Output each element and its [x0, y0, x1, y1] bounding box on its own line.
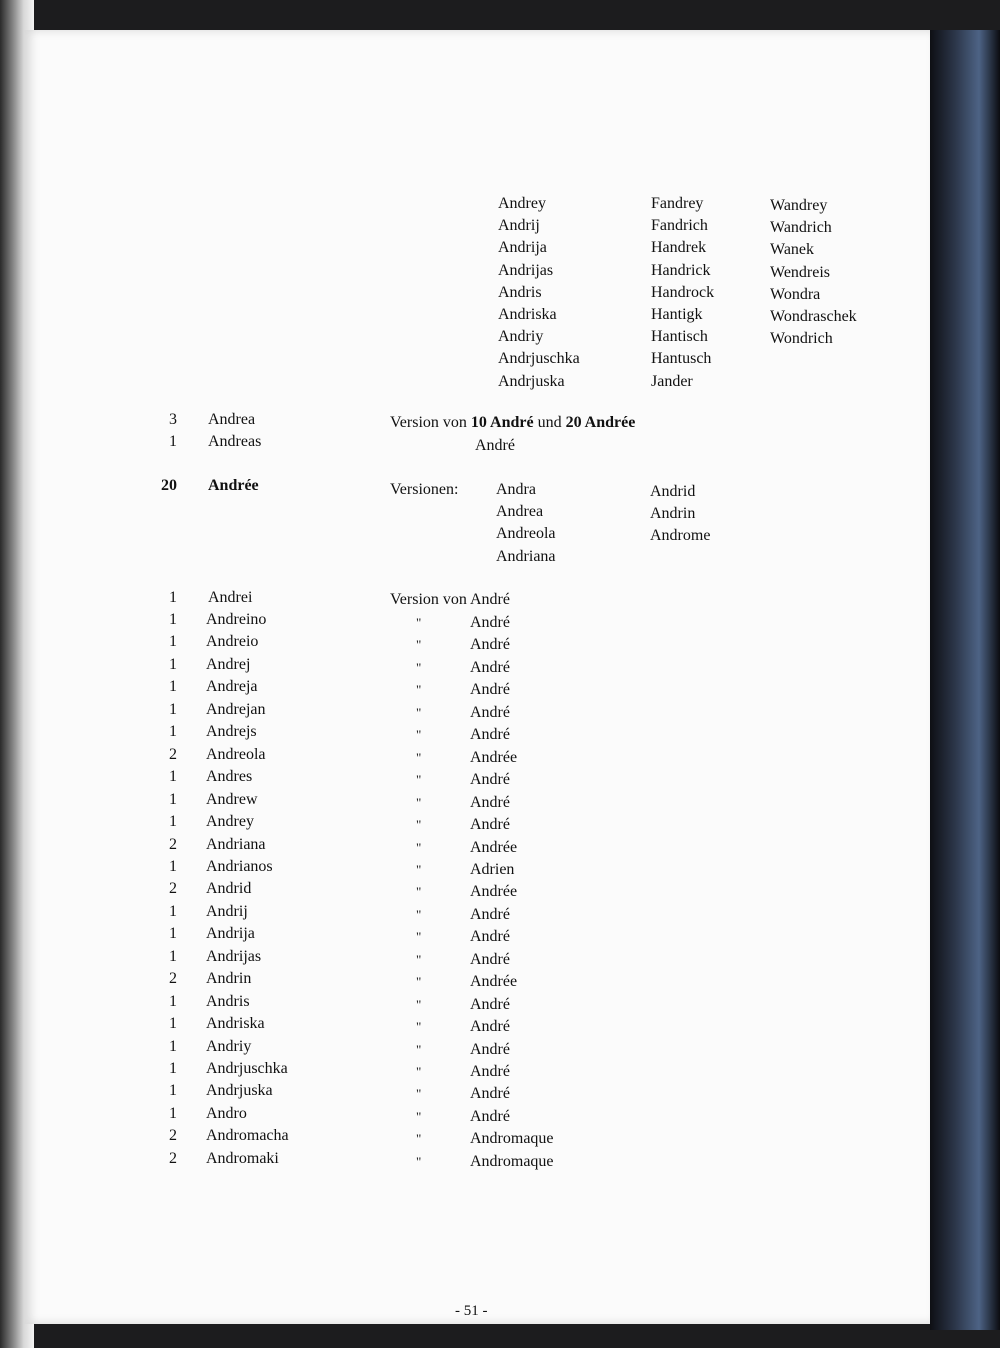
- entry-ref: Adrien: [470, 860, 515, 878]
- entry-name: Andrij: [206, 902, 248, 920]
- version-prefix: Version von: [390, 414, 471, 431]
- page-number: - 51 -: [455, 1303, 488, 1319]
- entry-count: 2: [169, 970, 177, 988]
- entry-name: Andrej: [206, 655, 251, 673]
- entry-ref: André: [470, 816, 510, 834]
- top-col3-item: Wondrich: [770, 330, 833, 348]
- entry-ref: André: [470, 793, 510, 811]
- entry-count: 1: [169, 589, 177, 606]
- entry-ref: André: [470, 658, 510, 676]
- version-item: Andrea: [496, 503, 544, 521]
- ditto-mark: ": [416, 996, 422, 1012]
- top-col2-item: Fandrey: [651, 195, 704, 212]
- top-col1-item: Andrjuska: [498, 372, 565, 390]
- top-col3-item: Wandrey: [770, 197, 828, 214]
- entry-count: 20: [161, 477, 177, 494]
- version-item: Andrid: [650, 483, 696, 500]
- entry-count: 1: [169, 1104, 177, 1122]
- entry-ref: Andrée: [470, 973, 518, 991]
- entry-count: 1: [169, 925, 177, 943]
- top-col3-item: Wanek: [770, 241, 815, 259]
- entry-name: Andris: [206, 992, 250, 1010]
- entry-count: 1: [169, 433, 177, 450]
- entry-ref: André: [470, 950, 510, 968]
- top-col1-item: Andrey: [498, 195, 546, 212]
- ditto-mark: ": [416, 861, 422, 877]
- ditto-mark: ": [416, 839, 422, 855]
- entry-count: 1: [169, 902, 177, 920]
- entry-count: 1: [169, 857, 177, 875]
- entry-count: 1: [169, 723, 177, 741]
- entry-ref: André: [470, 905, 510, 923]
- entry-count: 1: [169, 947, 177, 965]
- entry-count: 2: [169, 1127, 177, 1145]
- ditto-mark: ": [416, 794, 422, 810]
- entry-ref: Andromaque: [470, 1152, 554, 1170]
- top-col2-item: Hantisch: [651, 328, 708, 346]
- entry-name: Andriy: [206, 1037, 252, 1055]
- entry-ref: André: [470, 681, 510, 699]
- top-col2-item: Fandrich: [651, 217, 708, 235]
- top-col2-item: Jander: [651, 372, 693, 390]
- version-item: Andra: [496, 481, 536, 498]
- ditto-mark: ": [416, 659, 422, 675]
- version-item: Andrin: [650, 505, 696, 523]
- entry-name: Andrijas: [206, 947, 262, 965]
- book-page: [24, 30, 930, 1324]
- entry-count: 1: [169, 1037, 177, 1055]
- entry-name: Andrjuschka: [206, 1060, 288, 1077]
- entry-name: Andreola: [206, 745, 266, 763]
- ditto-mark: ": [416, 682, 422, 698]
- entry-count: 1: [169, 678, 177, 696]
- entry-ref: André: [470, 928, 510, 946]
- entry-name: Andrid: [206, 880, 252, 898]
- version-item: Androme: [650, 527, 711, 545]
- entry-count: 1: [169, 768, 177, 786]
- version-item: Andreola: [496, 525, 556, 543]
- ditto-mark: ": [416, 929, 422, 945]
- ditto-mark: ": [416, 1086, 422, 1102]
- entry-name: Andromacha: [206, 1127, 289, 1145]
- entry-name: Andreja: [206, 678, 258, 696]
- entry-name: Andrianos: [206, 857, 273, 875]
- entry-name: Andrjuska: [206, 1082, 273, 1100]
- entry-ref: André: [475, 437, 515, 454]
- entry-name: Andrew: [206, 790, 258, 808]
- entry-ref: André: [470, 1040, 510, 1058]
- entry-count: 2: [169, 745, 177, 763]
- entry-name: Andreino: [206, 611, 267, 628]
- entry-ref: André: [470, 1107, 510, 1125]
- entry-count: 2: [169, 835, 177, 853]
- ditto-mark: ": [416, 1153, 422, 1169]
- entry-name: Andrei: [208, 589, 253, 606]
- top-col1-item: Andriy: [498, 328, 544, 346]
- ditto-mark: ": [416, 1064, 422, 1079]
- entry-count: 1: [169, 655, 177, 673]
- entry-count: 1: [169, 611, 177, 628]
- entry-ref: Andrée: [470, 838, 518, 856]
- entry-count: 1: [169, 633, 177, 651]
- ditto-mark: ": [416, 1108, 422, 1124]
- entry-name: Andromaki: [206, 1149, 279, 1167]
- top-col2-item: Handrek: [651, 239, 707, 257]
- entry-ref: André: [470, 614, 510, 631]
- entry-count: 1: [169, 992, 177, 1010]
- entry-count: 1: [169, 1082, 177, 1100]
- version-note: Version von André: [390, 591, 510, 608]
- top-col2-item: Handrick: [651, 261, 711, 279]
- entry-ref: André: [470, 726, 510, 744]
- ditto-mark: ": [416, 772, 422, 788]
- top-col1-item: Andris: [498, 283, 542, 301]
- version-item: Andriana: [496, 547, 556, 565]
- entry-ref: André: [470, 1063, 510, 1080]
- ditto-mark: ": [416, 615, 422, 630]
- entry-count: 1: [169, 700, 177, 718]
- entry-name: Andreas: [208, 433, 262, 450]
- ditto-mark: ": [416, 974, 422, 990]
- entry-name: Andrija: [206, 925, 255, 943]
- version-ref: 20 Andrée: [565, 414, 636, 431]
- entry-ref: Andromaque: [470, 1130, 554, 1148]
- book-cover-right: [930, 30, 1000, 1330]
- ditto-mark: ": [416, 749, 422, 765]
- top-col1-item: Andrija: [498, 239, 547, 257]
- entry-count: 2: [169, 1149, 177, 1167]
- entry-count: 1: [169, 813, 177, 831]
- entry-name: Andrey: [206, 813, 254, 831]
- top-col3-item: Wondraschek: [770, 308, 857, 325]
- entry-count: 1: [169, 1060, 177, 1077]
- entry-ref: André: [470, 636, 510, 654]
- ditto-mark: ": [416, 727, 422, 743]
- entry-ref: André: [470, 995, 510, 1013]
- versions-label: Versionen:: [390, 481, 459, 498]
- top-col2-item: Hantigk: [651, 306, 703, 323]
- entry-name: Andriana: [206, 835, 266, 853]
- entry-name: Andrejan: [206, 700, 266, 718]
- top-col2-item: Hantusch: [651, 350, 712, 368]
- entry-ref: André: [470, 1085, 510, 1103]
- entry-count: 1: [169, 790, 177, 808]
- ditto-mark: ": [416, 951, 422, 967]
- top-col1-item: Andriska: [498, 306, 557, 323]
- entry-count: 1: [169, 1015, 177, 1033]
- entry-count: 2: [169, 880, 177, 898]
- version-note: [390, 413, 635, 433]
- top-col2-item: Handrock: [651, 283, 715, 301]
- top-col1-item: Andrijas: [498, 261, 554, 279]
- top-col1-item: Andrjuschka: [498, 350, 580, 368]
- ditto-mark: ": [416, 637, 422, 653]
- top-col3-item: Wondra: [770, 285, 821, 303]
- entry-name: Andrée: [208, 477, 259, 494]
- ditto-mark: ": [416, 817, 422, 833]
- entry-ref: Andrée: [470, 883, 518, 901]
- entry-ref: Andrée: [470, 748, 518, 766]
- ditto-mark: ": [416, 704, 422, 720]
- entry-ref: André: [470, 1018, 510, 1036]
- version-conjunction: und: [533, 414, 566, 431]
- top-col1-item: Andrij: [498, 217, 540, 235]
- ditto-mark: ": [416, 1041, 422, 1057]
- entry-name: Andro: [206, 1104, 247, 1122]
- entry-name: Andriska: [206, 1015, 265, 1033]
- top-col3-item: Wandrich: [770, 219, 832, 237]
- entry-ref: André: [470, 771, 510, 789]
- entry-ref: André: [470, 703, 510, 721]
- ditto-mark: ": [416, 1131, 422, 1147]
- entry-count: 3: [169, 411, 177, 428]
- entry-name: Andrin: [206, 970, 252, 988]
- entry-name: Andres: [206, 768, 253, 786]
- entry-name: Andreio: [206, 633, 259, 651]
- version-ref: 10 André: [470, 414, 534, 431]
- entry-name: Andrejs: [206, 723, 257, 741]
- ditto-mark: ": [416, 884, 422, 900]
- top-col3-item: Wendreis: [770, 263, 831, 281]
- entry-name: Andrea: [208, 411, 256, 428]
- ditto-mark: ": [416, 906, 422, 922]
- ditto-mark: ": [416, 1019, 422, 1035]
